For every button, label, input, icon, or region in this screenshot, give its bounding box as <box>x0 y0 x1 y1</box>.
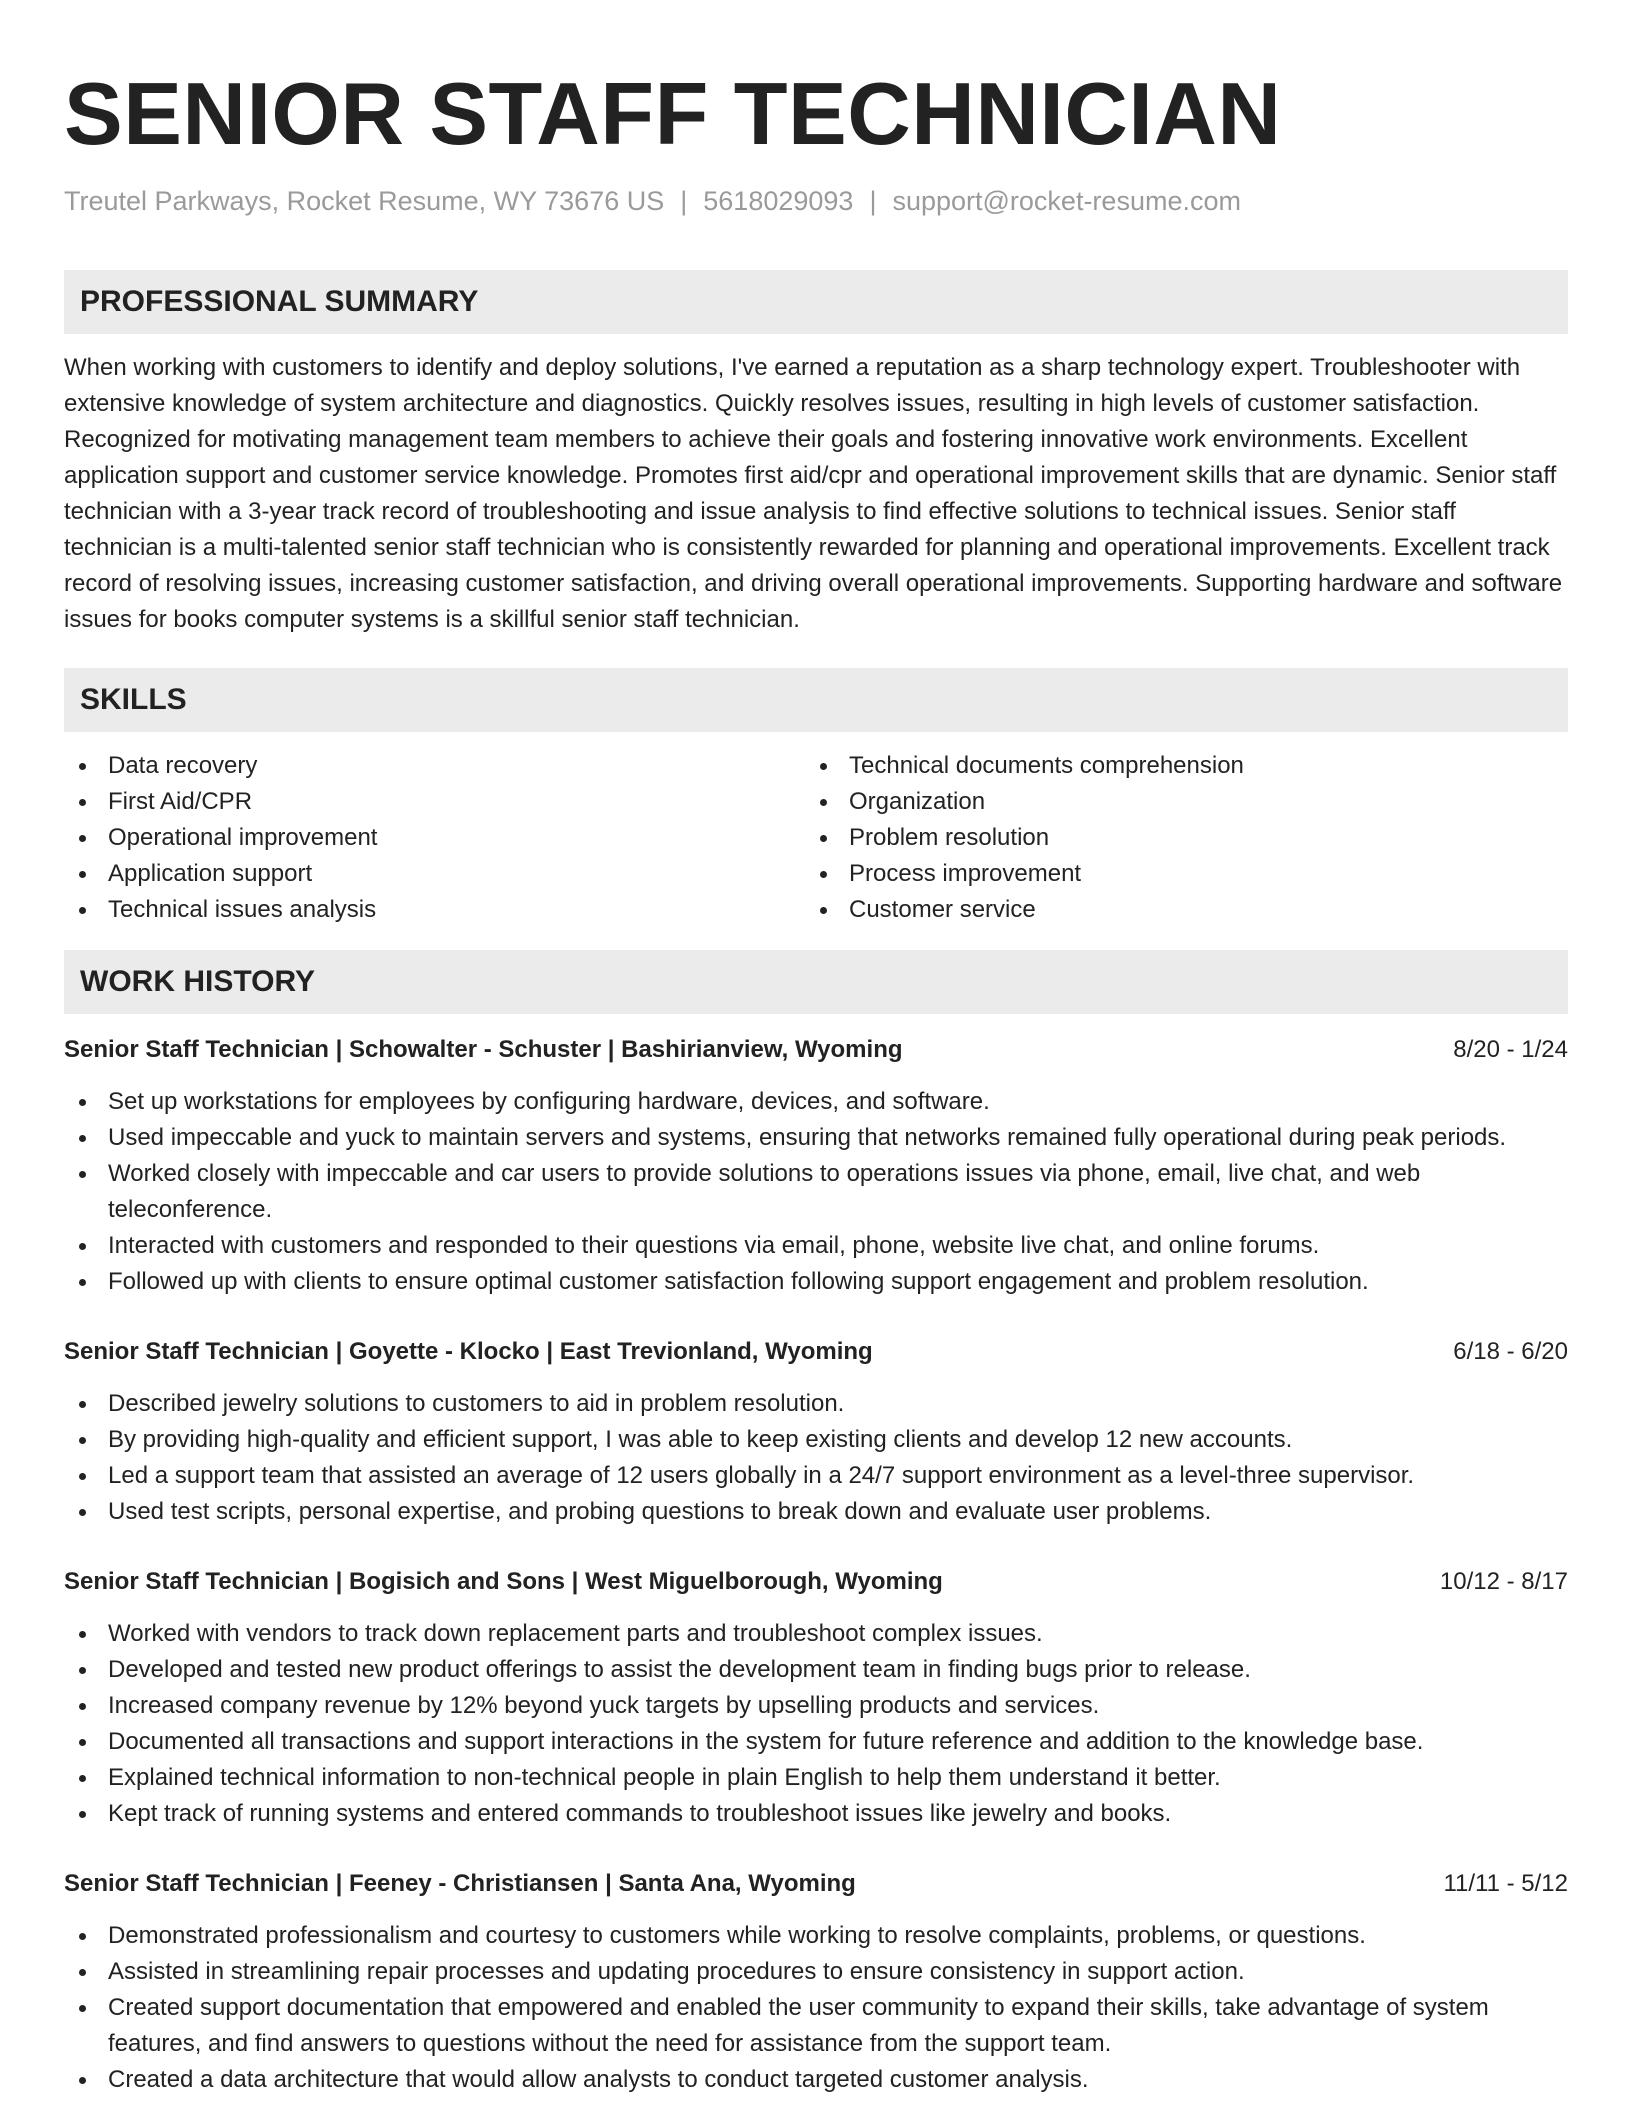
skills-list <box>64 748 1568 928</box>
job-bullet: Assisted in streamlining repair processes and updating procedures to ensure consistency in support action. <box>64 1954 1568 1990</box>
job-dates: 6/18 - 6/20 <box>1453 1338 1568 1365</box>
job-bullet: Interacted with customers and responded to their questions via email, phone, website live chat, and online forums. <box>64 1228 1568 1264</box>
section-header-work-history: WORK HISTORY <box>64 950 1568 1014</box>
job-bullet: Kept track of running systems and entered commands to troubleshoot issues like jewelry and books. <box>64 1796 1568 1832</box>
job-bullet: Set up workstations for employees by configuring hardware, devices, and software. <box>64 1084 1568 1120</box>
job-header <box>64 1866 1568 1902</box>
job-header <box>64 1564 1568 1600</box>
contact-phone: 5618029093 <box>703 186 854 216</box>
section-header-summary: PROFESSIONAL SUMMARY <box>64 270 1568 334</box>
skill-item: Technical issues analysis <box>64 892 805 928</box>
job-header <box>64 1334 1568 1370</box>
skill-item: Technical documents comprehension <box>805 748 1546 784</box>
job-bullets <box>64 1386 1568 1530</box>
skill-item: Process improvement <box>805 856 1546 892</box>
job-header <box>64 1032 1568 1068</box>
skills-column-right <box>805 748 1546 928</box>
resume-title: SENIOR STAFF TECHNICIAN <box>64 64 1282 163</box>
job-entry <box>64 1564 1568 1832</box>
job-heading: Senior Staff Technician | Feeney - Christiansen | Santa Ana, Wyoming <box>64 1870 856 1897</box>
job-dates: 11/11 - 5/12 <box>1443 1870 1568 1897</box>
contact-line <box>64 182 1568 220</box>
job-bullet: Described jewelry solutions to customers to aid in problem resolution. <box>64 1386 1568 1422</box>
skill-item: Organization <box>805 784 1546 820</box>
job-entry <box>64 1032 1568 1300</box>
skill-item: Data recovery <box>64 748 805 784</box>
job-entry <box>64 1866 1568 2098</box>
job-bullet: Documented all transactions and support interactions in the system for future reference and addition to the knowledge base. <box>64 1724 1568 1760</box>
job-bullet: Led a support team that assisted an average of 12 users globally in a 24/7 support environment as a level-three supervisor. <box>64 1458 1568 1494</box>
job-bullets <box>64 1616 1568 1832</box>
job-bullet: Worked with vendors to track down replacement parts and troubleshoot complex issues. <box>64 1616 1568 1652</box>
job-heading: Senior Staff Technician | Schowalter - Schuster | Bashirianview, Wyoming <box>64 1036 903 1063</box>
job-heading: Senior Staff Technician | Bogisich and Sons | West Miguelborough, Wyoming <box>64 1568 943 1595</box>
job-bullets <box>64 1084 1568 1300</box>
job-bullet: Used impeccable and yuck to maintain servers and systems, ensuring that networks remained fully operational during peak periods. <box>64 1120 1568 1156</box>
job-bullet: Used test scripts, personal expertise, and probing questions to break down and evaluate user problems. <box>64 1494 1568 1530</box>
job-entry <box>64 1334 1568 1530</box>
contact-email: support@rocket-resume.com <box>892 186 1241 216</box>
job-bullet: Created a data architecture that would allow analysts to conduct targeted customer analysis. <box>64 2062 1568 2098</box>
skills-column-left <box>64 748 805 928</box>
job-bullet: Increased company revenue by 12% beyond yuck targets by upselling products and services. <box>64 1688 1568 1724</box>
job-bullet: Created support documentation that empowered and enabled the user community to expand their skills, take advantage of system features, and find answers to questions without the need for assistance from the support team. <box>64 1990 1568 2062</box>
skill-item: First Aid/CPR <box>64 784 805 820</box>
skill-item: Operational improvement <box>64 820 805 856</box>
job-bullet: Worked closely with impeccable and car users to provide solutions to operations issues via phone, email, live chat, and web teleconference. <box>64 1156 1568 1228</box>
skill-item: Customer service <box>805 892 1546 928</box>
job-bullet: Explained technical information to non-technical people in plain English to help them understand it better. <box>64 1760 1568 1796</box>
job-bullet: By providing high-quality and efficient support, I was able to keep existing clients and develop 12 new accounts. <box>64 1422 1568 1458</box>
job-bullet: Demonstrated professionalism and courtesy to customers while working to resolve complaints, problems, or questions. <box>64 1918 1568 1954</box>
summary-text: When working with customers to identify and deploy solutions, I've earned a reputation as a sharp technology expert. Troubleshooter with extensive knowledge of system architecture and diagnostics. Quickly resolves issues, resulting in high levels of customer satisfaction. Recognized for motivating management team members to achieve their goals and fostering innovative work environments. Excellent application support and customer service knowledge. Promotes first aid/cpr and operational improvement skills that are dynamic. Senior staff technician with a 3-year track record of troubleshooting and issue analysis to find effective solutions to technical issues. Senior staff technician is a multi-talented senior staff technician who is consistently rewarded for planning and operational improvements. Excellent track record of resolving issues, increasing customer satisfaction, and driving overall operational improvements. Supporting hardware and software issues for books computer systems is a skillful senior staff technician. <box>64 354 1563 633</box>
section-header-skills: SKILLS <box>64 668 1568 732</box>
contact-separator: | <box>680 186 688 216</box>
job-dates: 10/12 - 8/17 <box>1439 1568 1568 1595</box>
job-bullets <box>64 1918 1568 2098</box>
skill-item: Problem resolution <box>805 820 1546 856</box>
skill-item: Application support <box>64 856 805 892</box>
job-bullet: Developed and tested new product offerings to assist the development team in finding bugs prior to release. <box>64 1652 1568 1688</box>
contact-address: Treutel Parkways, Rocket Resume, WY 73676 US <box>64 186 665 216</box>
contact-separator: | <box>869 186 877 216</box>
job-heading: Senior Staff Technician | Goyette - Klocko | East Trevionland, Wyoming <box>64 1338 873 1365</box>
job-bullet: Followed up with clients to ensure optimal customer satisfaction following support engagement and problem resolution. <box>64 1264 1568 1300</box>
job-dates: 8/20 - 1/24 <box>1453 1036 1568 1063</box>
